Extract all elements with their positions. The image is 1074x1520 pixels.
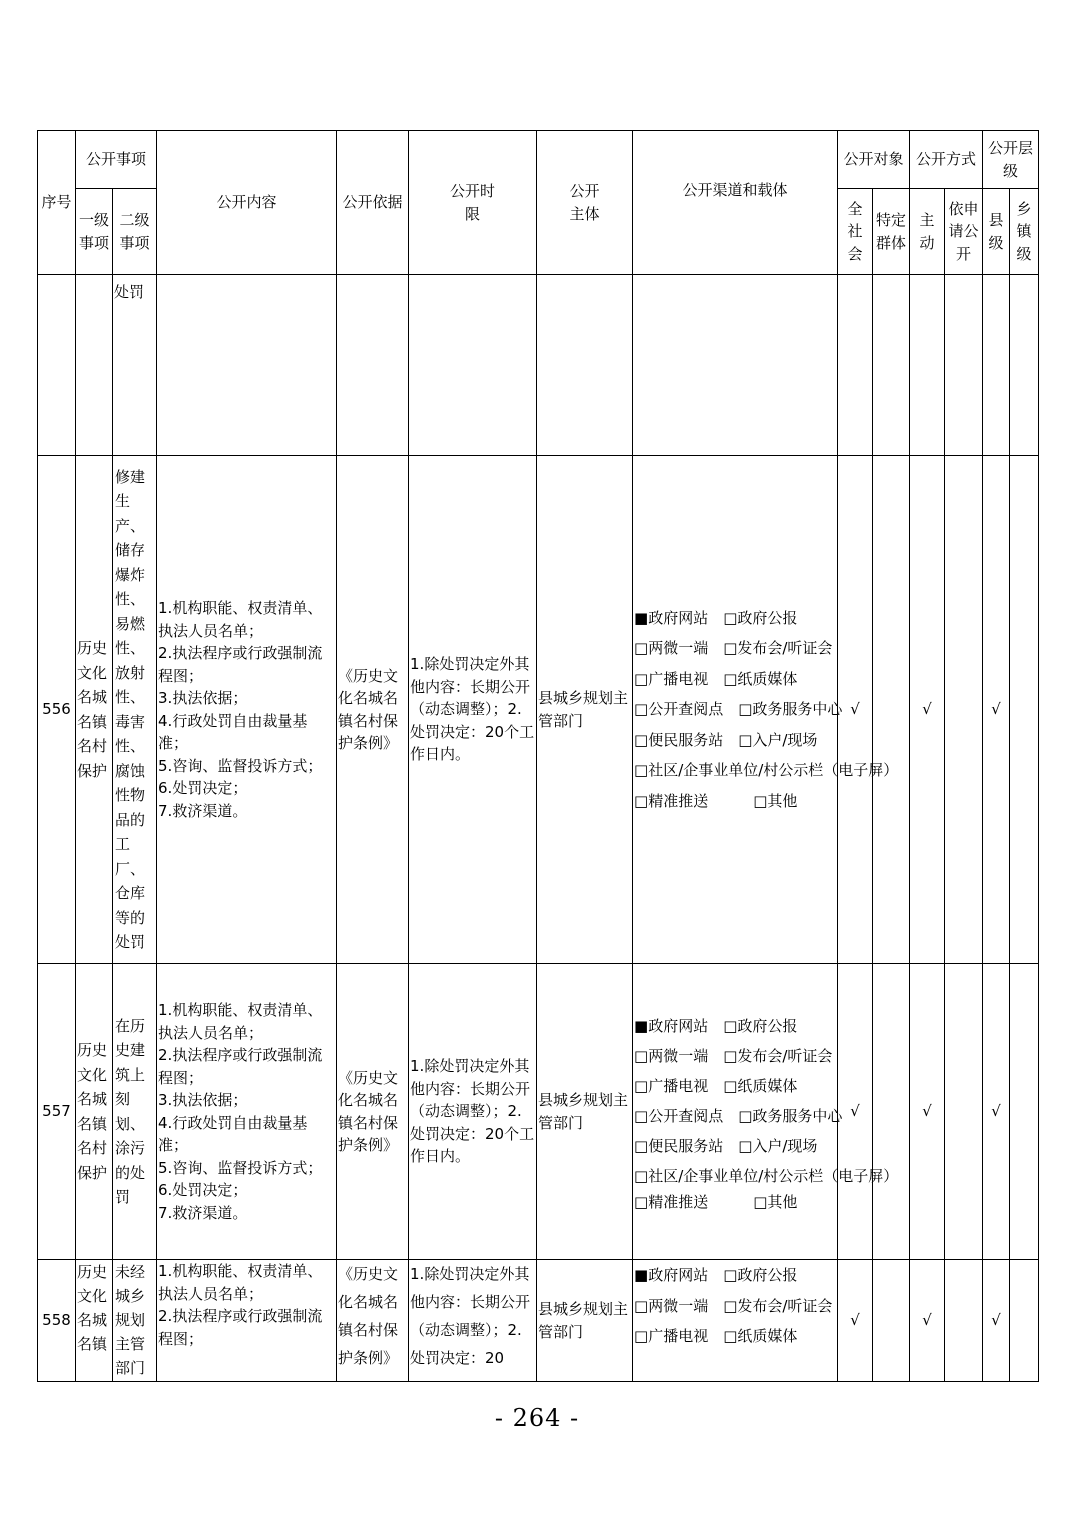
header-row-1: [38, 131, 1039, 189]
header-deadline: 公开时限: [409, 131, 537, 275]
row-town-check: [1010, 456, 1039, 964]
row-request-check: [945, 964, 983, 1260]
row-subject: 县城乡规划主管部门: [537, 964, 633, 1260]
row-content: 1.机构职能、权责清单、执法人员名单； 2.执法程序或行政强制流程图；: [157, 1260, 337, 1382]
row-level1: 历史文化名城名镇: [76, 1260, 113, 1382]
row-level1: 历史文化名城名镇名村保护: [76, 964, 113, 1260]
row-level2: 在历史建筑上刻划、涂污的处罚: [113, 964, 157, 1260]
header-method-active: 主动: [910, 189, 945, 275]
header-items: 公开事项: [76, 131, 157, 189]
row-deadline: 1.除处罚决定外其他内容：长期公开（动态调整）；2.处罚决定：20: [409, 1260, 537, 1382]
row-active-check: √: [910, 1260, 945, 1382]
row-all-check: √: [838, 964, 873, 1260]
row-subject: 县城乡规划主管部门: [537, 456, 633, 964]
header-audience-specific: 特定群体: [873, 189, 910, 275]
row-county-check: √: [983, 1260, 1010, 1382]
row-active-check: √: [910, 456, 945, 964]
header-audience-all: 全社会: [838, 189, 873, 275]
row-basis: 《历史文化名城名镇名村保护条例》: [337, 456, 409, 964]
row-deadline: 1.除处罚决定外其他内容：长期公开（动态调整）；2.处罚决定：20个工作日内。: [409, 456, 537, 964]
row-county-check: √: [983, 456, 1010, 964]
row-request-check: [945, 456, 983, 964]
row-seq: 558: [38, 1260, 76, 1382]
continuation-level2: 处罚: [113, 275, 157, 456]
row-basis: 《历史文化名城名镇名村保护条例》: [337, 964, 409, 1260]
row-content: 1.机构职能、权责清单、执法人员名单； 2.执法程序或行政强制流程图； 3.执法依据； 4.行政处罚自由裁量基准； 5.咨询、监督投诉方式； 6.处罚决定； 7.救济渠道。: [157, 456, 337, 964]
row-active-check: √: [910, 964, 945, 1260]
row-seq: 556: [38, 456, 76, 964]
header-level2: 二级事项: [113, 189, 157, 275]
table-row: [38, 456, 1039, 964]
row-specific-check: [873, 964, 910, 1260]
header-level1: 一级事项: [76, 189, 113, 275]
row-channel: ■政府网站 □政府公报 □两微一端 □发布会/听证会 □广播电视 □纸质媒体 □公开查阅点 □政务服务中心 □便民服务站 □入户/现场 □社区/企事业单位/村公示栏（电子屏） □精准推送 □其他: [633, 456, 838, 964]
header-level-county: 县级: [983, 189, 1010, 275]
header-channel: 公开渠道和载体: [633, 131, 838, 275]
row-basis: 《历史文化名城名镇名村保护条例》: [337, 1260, 409, 1382]
row-request-check: [945, 1260, 983, 1382]
page-number: - 264 -: [494, 1404, 580, 1432]
header-seq: 序号: [38, 131, 76, 275]
row-subject: 县城乡规划主管部门: [537, 1260, 633, 1382]
table-row: [38, 1260, 1039, 1382]
row-level1: 历史文化名城名镇名村保护: [76, 456, 113, 964]
row-seq: 557: [38, 964, 76, 1260]
header-content: 公开内容: [157, 131, 337, 275]
header-level: 公开层级: [983, 131, 1039, 189]
continuation-row: [38, 275, 1039, 456]
row-channel: ■政府网站 □政府公报 □两微一端 □发布会/听证会 □广播电视 □纸质媒体 □公开查阅点 □政务服务中心 □便民服务站 □入户/现场 □社区/企事业单位/村公示栏（电子屏） □精准推送 □其他: [633, 964, 838, 1260]
header-method-request: 依申请公开: [945, 189, 983, 275]
header-level-town: 乡镇级: [1010, 189, 1039, 275]
row-town-check: [1010, 964, 1039, 1260]
row-content: 1.机构职能、权责清单、执法人员名单； 2.执法程序或行政强制流程图； 3.执法依据； 4.行政处罚自由裁量基准； 5.咨询、监督投诉方式； 6.处罚决定； 7.救济渠道。: [157, 964, 337, 1260]
row-all-check: √: [838, 1260, 873, 1382]
row-county-check: √: [983, 964, 1010, 1260]
row-specific-check: [873, 1260, 910, 1382]
row-specific-check: [873, 456, 910, 964]
row-channel: ■政府网站 □政府公报 □两微一端 □发布会/听证会 □广播电视 □纸质媒体: [633, 1260, 838, 1382]
row-level2: 修建生产、储存爆炸性、易燃性、放射性、毒害性、腐蚀性物品的工厂、仓库等的处罚: [113, 456, 157, 964]
header-subject: 公开主体: [537, 131, 633, 275]
row-level2: 未经城乡规划主管部门: [113, 1260, 157, 1382]
row-town-check: [1010, 1260, 1039, 1382]
header-basis: 公开依据: [337, 131, 409, 275]
table-row: [38, 964, 1039, 1260]
disclosure-table: [37, 130, 1039, 1382]
header-audience: 公开对象: [838, 131, 910, 189]
header-method: 公开方式: [910, 131, 983, 189]
row-deadline: 1.除处罚决定外其他内容：长期公开（动态调整）；2.处罚决定：20个工作日内。: [409, 964, 537, 1260]
row-all-check: √: [838, 456, 873, 964]
